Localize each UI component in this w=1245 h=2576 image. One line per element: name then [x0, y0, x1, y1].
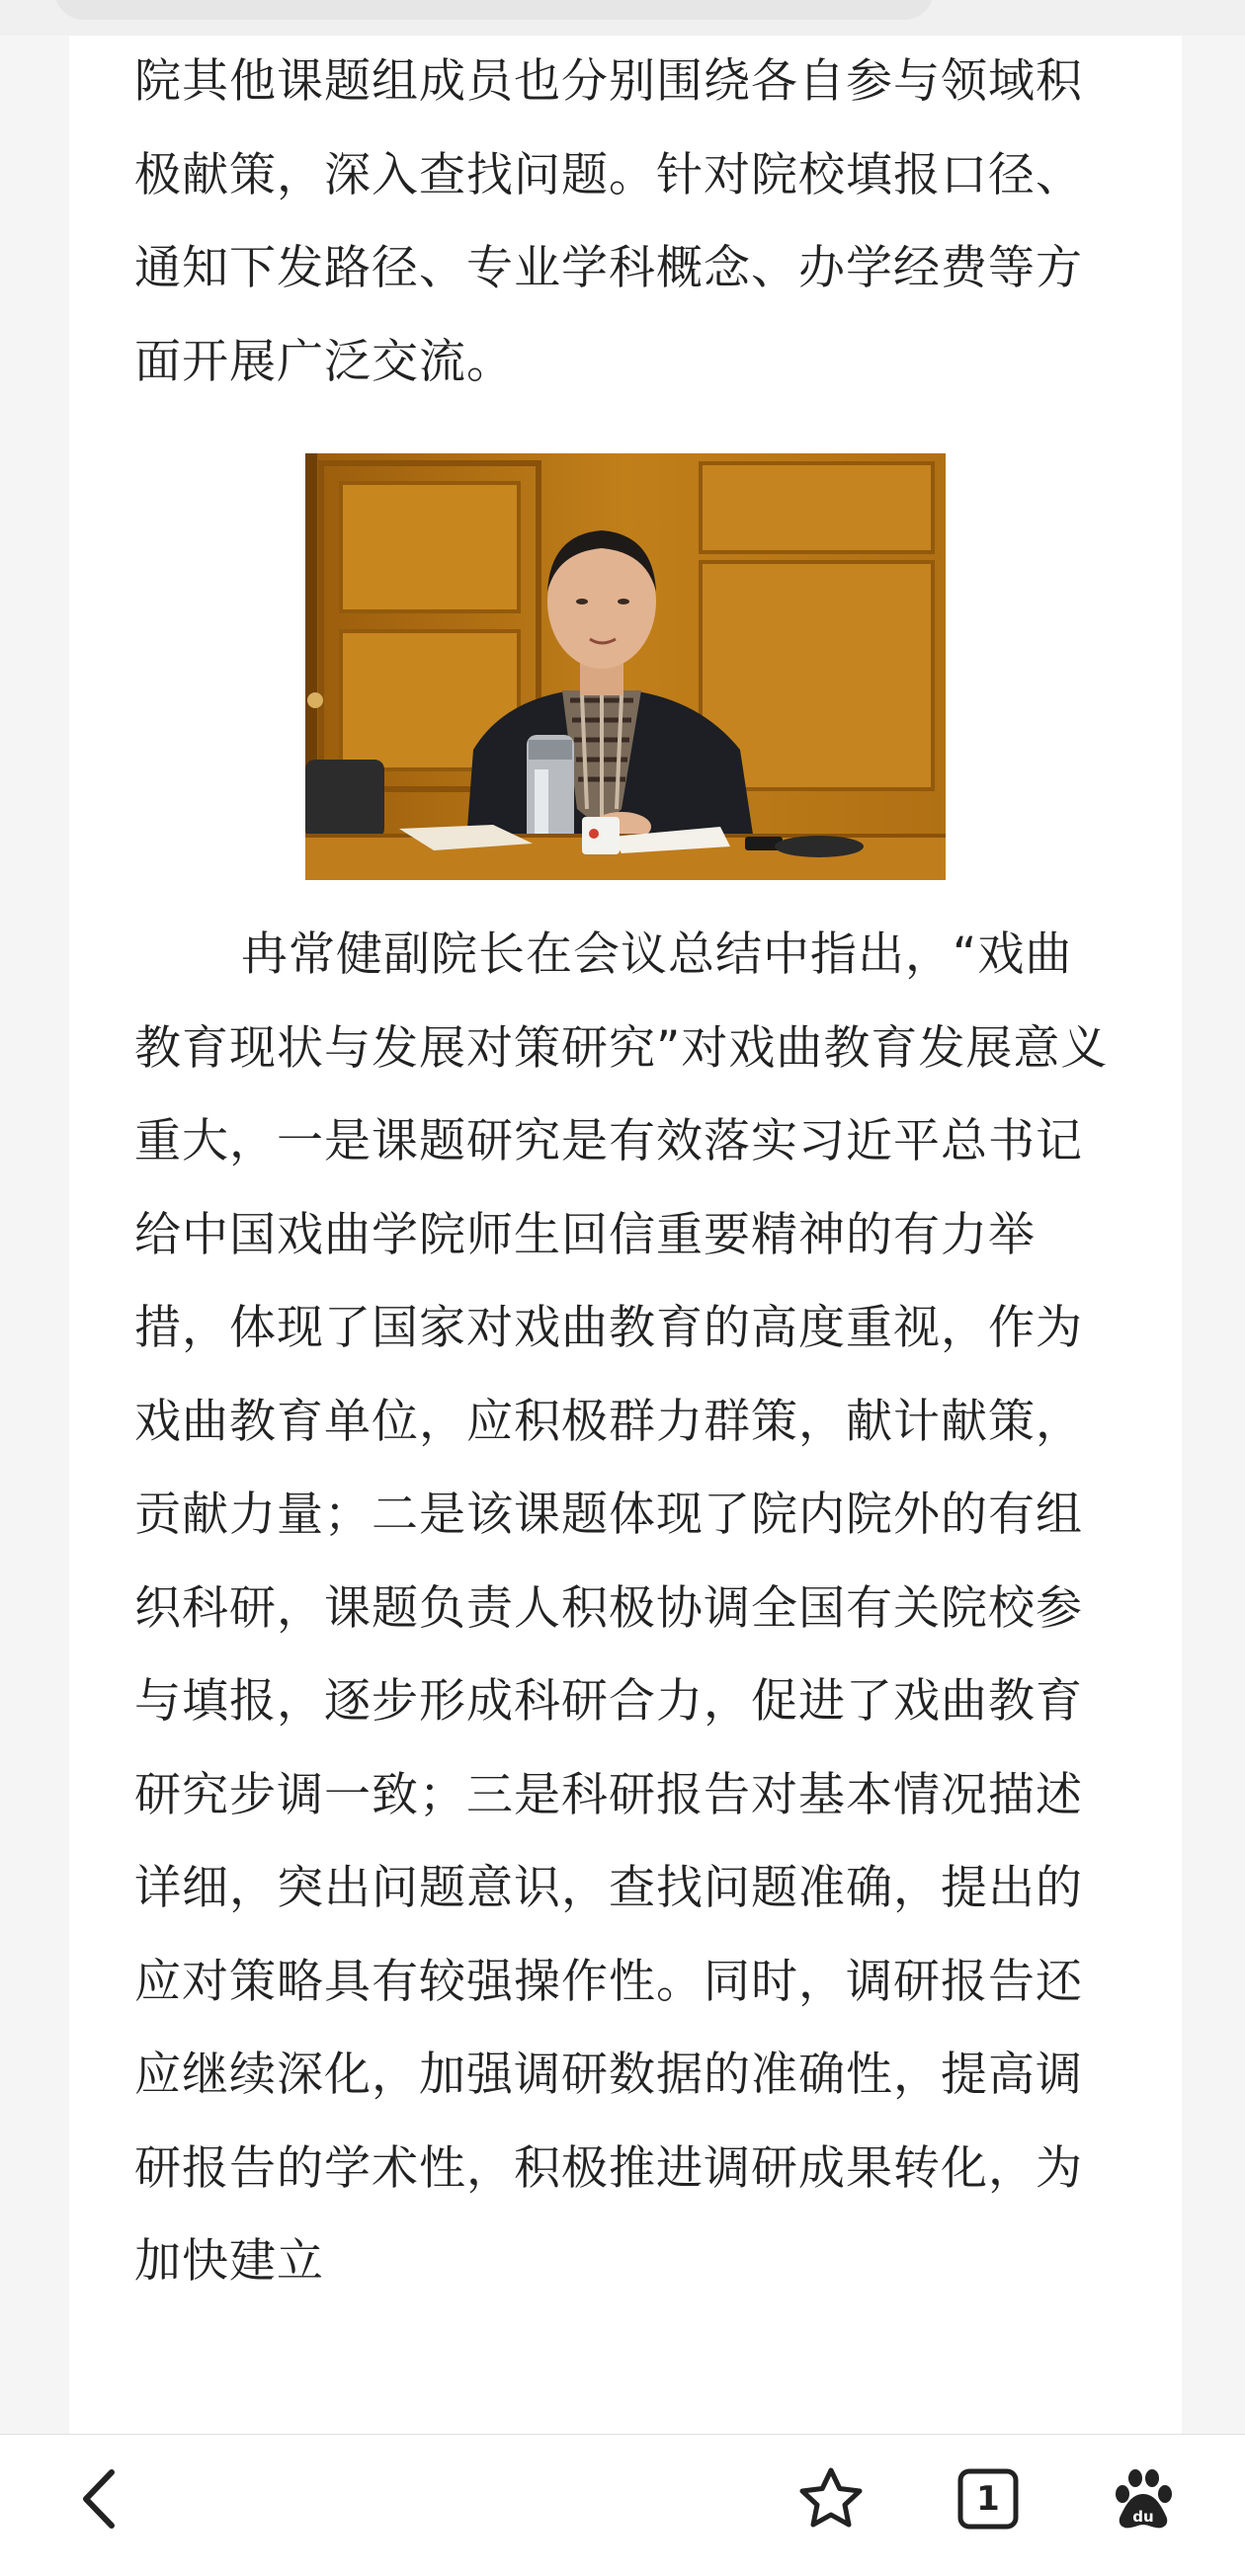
bookmark-button[interactable] — [777, 2435, 885, 2563]
article-paragraph-1: 院其他课题组成员也分别围绕各自参与领域积极献策，深入查找问题。针对院校填报口径、通知下发路径、专业学科概念、办学经费等方面开展广泛交流。 — [134, 54, 1083, 389]
star-outline-icon — [796, 2464, 866, 2534]
top-bar-remnant — [0, 0, 1245, 36]
photo-of-man-at-meeting-table — [305, 453, 946, 880]
browser-bottom-toolbar — [0, 2434, 1245, 2576]
baidu-home-button[interactable] — [1089, 2435, 1198, 2563]
address-bar-edge[interactable] — [54, 0, 934, 20]
tabs-count-label: 1 — [976, 2479, 1000, 2519]
article-photo — [305, 453, 946, 880]
svg-text:du: du — [1132, 2508, 1154, 2526]
article-content — [69, 36, 1182, 2436]
article-paragraph-2: 冉常健副院长在会议总结中指出，“戏曲教育现状与发展对策研究”对戏曲教育发展意义重大，一是课题研究是有效落实习近平总书记给中国戏曲学院师生回信重要精神的有力举措，体现了国家对戏曲教育的高度重视，作为戏曲教育单位，应积极群力群策，献计献策，贡献力量；二是该课题体现了院内院外的有组织科研，课题负责人积极协调全国有关院校参与填报，逐步形成科研合力，促进了戏曲教育研究步调一致；三是科研报告对基本情况描述详细，突出问题意识，查找问题准确，提出的应对策略具有较强操作性。同时，调研报告还应继续深化，加强调研数据的准确性，提高调研报告的学术性，积极推进调研成果转化，为加快建立 — [134, 927, 1109, 2289]
chevron-left-icon — [72, 2464, 131, 2534]
baidu-paw-icon — [1109, 2464, 1178, 2534]
tabs-button[interactable] — [934, 2435, 1042, 2563]
back-button[interactable] — [47, 2435, 156, 2563]
